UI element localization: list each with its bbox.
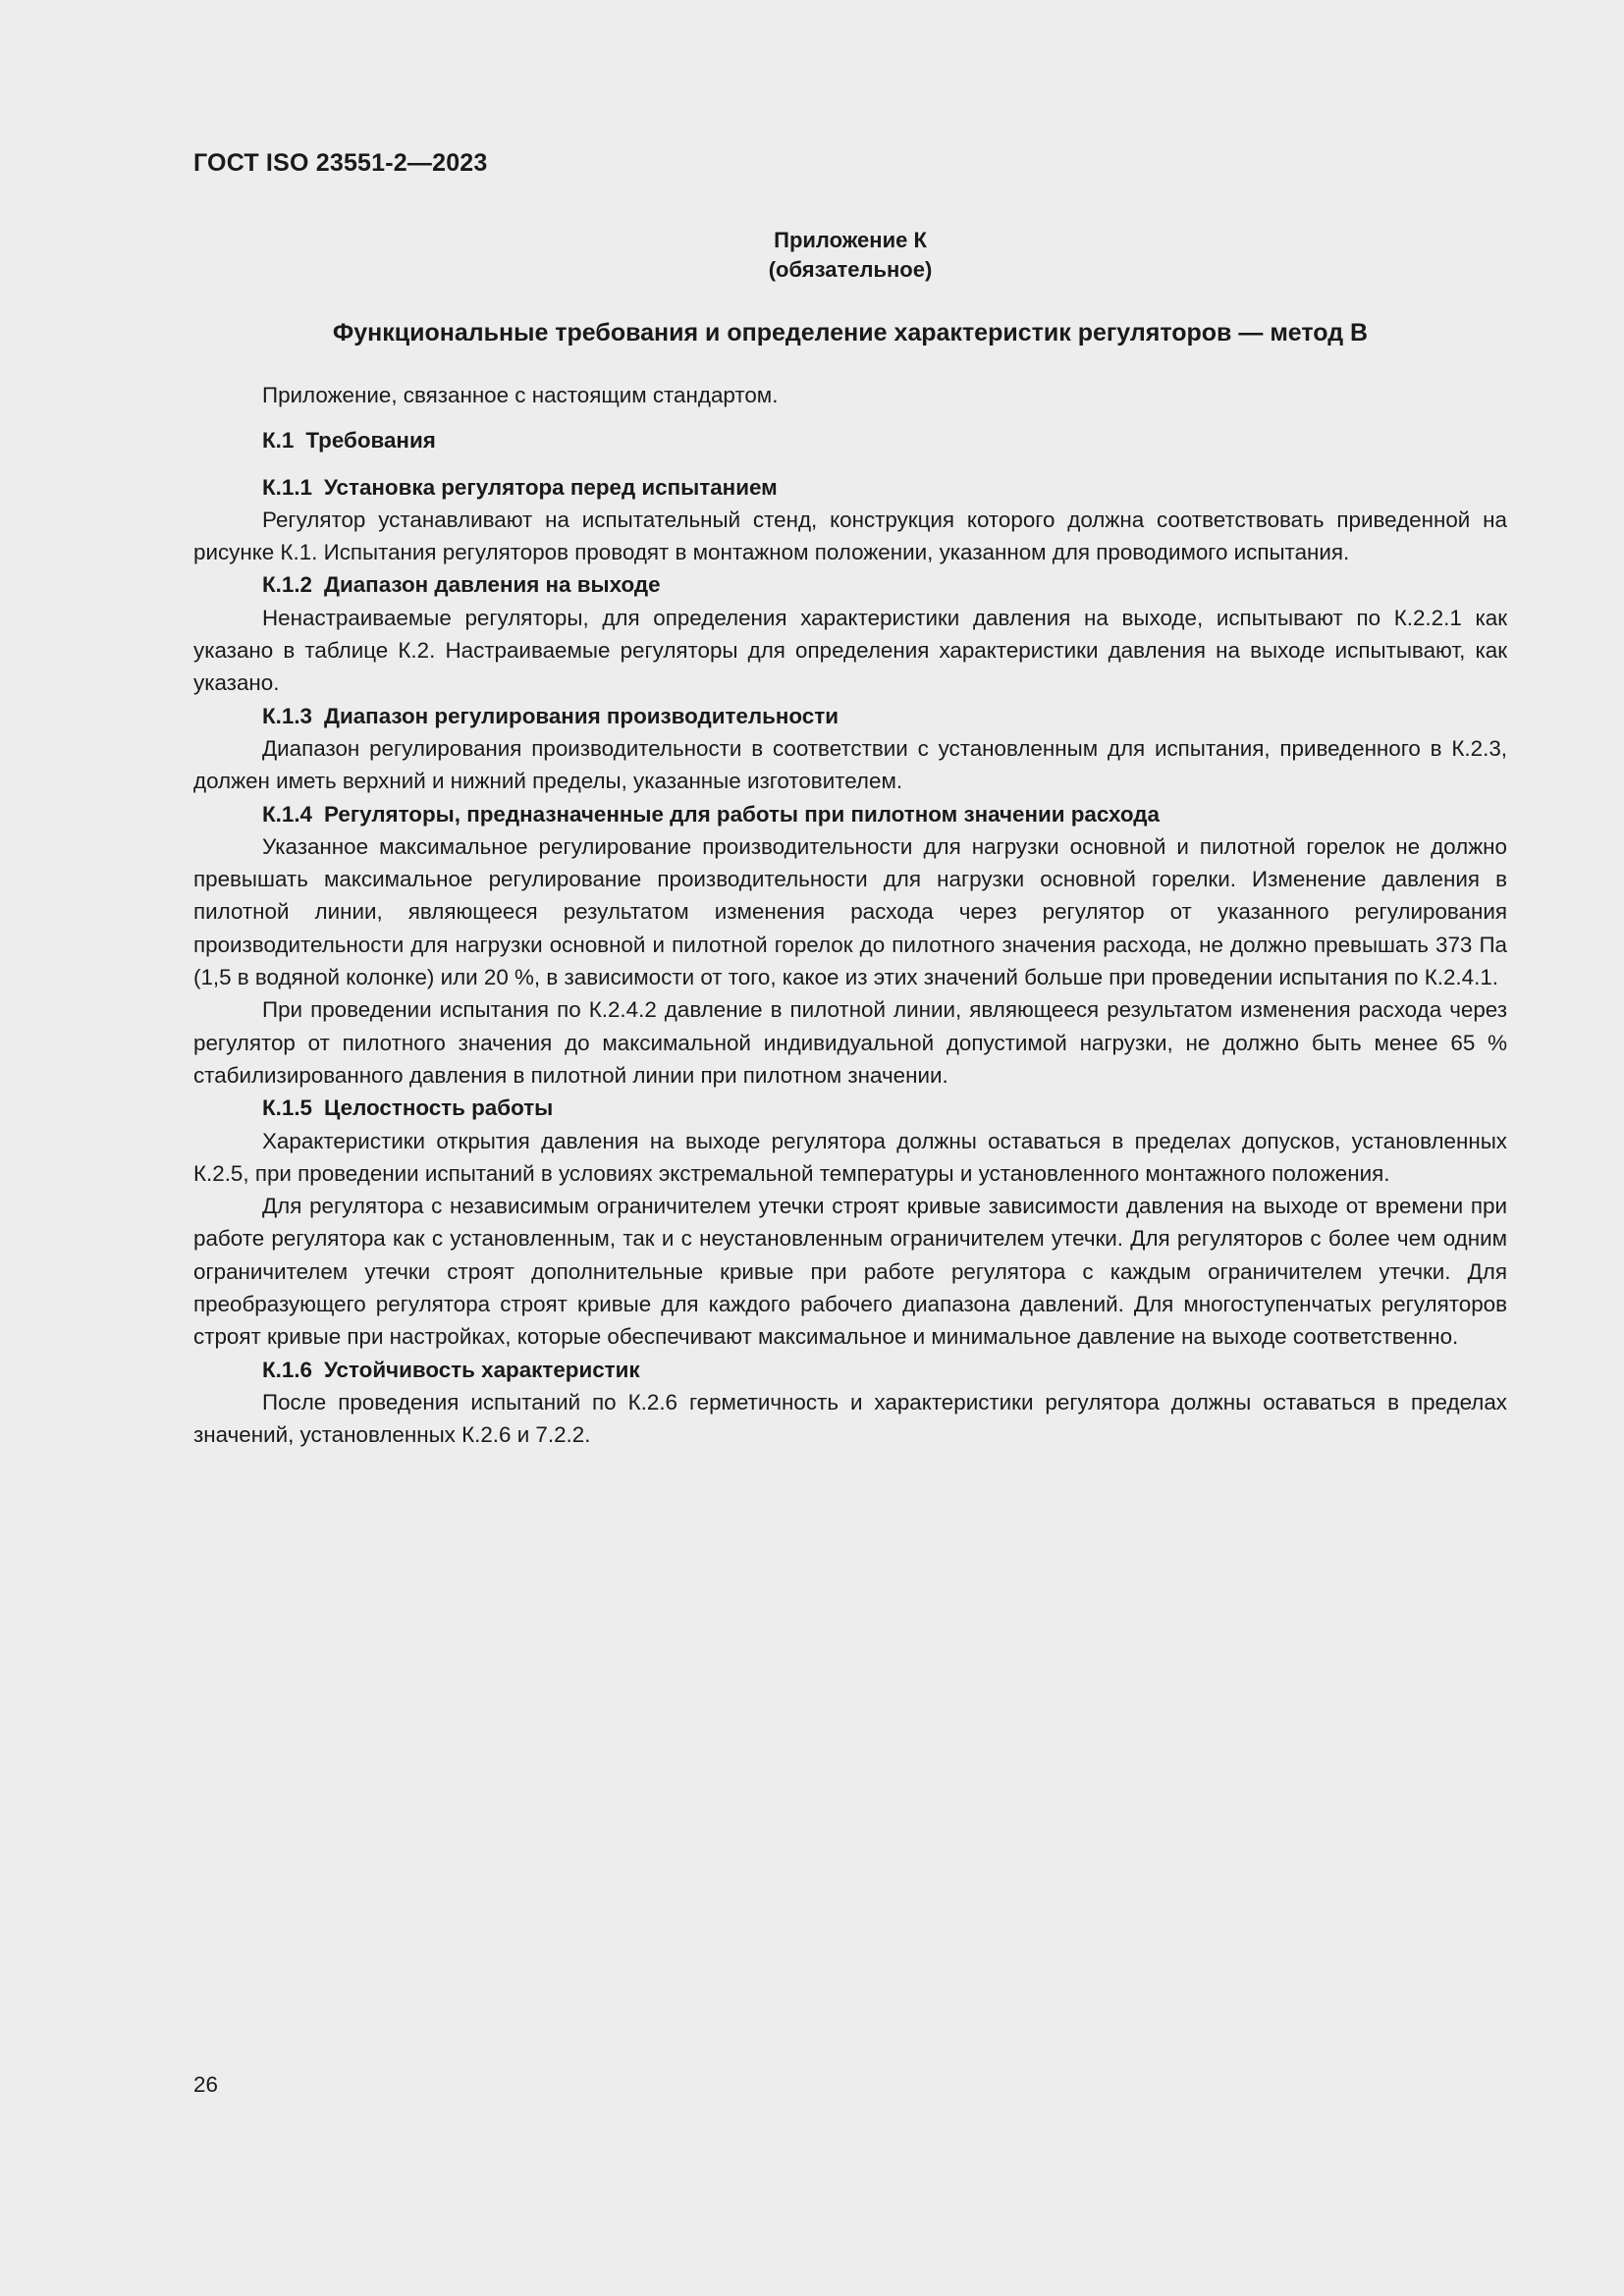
paragraph-k1-1: Регулятор устанавливают на испытательный стенд, конструкция которого должна соответствовать приведенной на рисунке К.1. Испытания регуляторов проводят в монтажном положении, указанном для проводимого испытания. — [193, 507, 1507, 565]
section-heading-k1 — [193, 424, 1507, 456]
paragraph-k1-2: Ненастраиваемые регуляторы, для определения характеристики давления на выходе, испытывают по К.2.2.1 как указано в таблице К.2. Настраиваемые регуляторы для определения характеристики давления на выходе испытывают, как указано. — [193, 605, 1507, 696]
section-number: К.1.3 — [262, 703, 313, 728]
section-title: Регуляторы, предназначенные для работы при пилотном значении расхода — [324, 801, 1160, 827]
section-number: К.1 — [262, 428, 295, 454]
section-number: К.1.4 — [262, 801, 313, 827]
section-heading-k1-6 — [193, 1354, 1507, 1386]
section-heading-k1-1 — [193, 471, 1507, 504]
section-title: Требования — [305, 428, 436, 454]
document-body — [193, 379, 1507, 1452]
section-title: Диапазон давления на выходе — [324, 572, 661, 598]
annex-label: Приложение К — [774, 228, 927, 252]
document-code: ГОСТ ISO 23551-2—2023 — [193, 149, 488, 177]
section-number: К.1.1 — [262, 474, 313, 500]
paragraph-k1-4-b: При проведении испытания по К.2.4.2 давление в пилотной линии, являющееся результатом изменения расхода через регулятор от пилотного значения до максимальной индивидуальной допустимой нагрузки, не должно быть менее 65 % стабилизированного давления в пилотной линии при пилотном значении. — [193, 997, 1507, 1088]
section-title: Целостность работы — [324, 1095, 554, 1121]
annex-title: Функциональные требования и определение характеристик регуляторов — метод B — [332, 319, 1369, 347]
section-heading-k1-4 — [193, 798, 1507, 830]
section-number: К.1.2 — [262, 572, 313, 598]
section-heading-k1-2 — [193, 568, 1507, 601]
section-title: Устойчивость характеристик — [324, 1357, 640, 1382]
paragraph-k1-5-b: Для регулятора с независимым ограничителем утечки строят кривые зависимости давления на выходе от времени при работе регулятора как с установленным, так и с неустановленным ограничителем утечки. Для регуляторов с более чем одним ограничителем утечки строят дополнительные кривые при работе регулятора с каждым ограничителем утечки. Для преобразующего регулятора строят кривые для каждого рабочего диапазона давлений. Для многоступенчатых регуляторов строят кривые при настройках, которые обеспечивают максимальное и минимальное давление на выходе соответственно. — [193, 1194, 1507, 1350]
paragraph-k1-4-a: Указанное максимальное регулирование производительности для нагрузки основной и пилотной горелок не должно превышать максимальное регулирование производительности для нагрузки основной горелки. Изменение давления в пилотной линии, являющееся результатом изменения расхода через регулятор от указанного регулирования производительности для нагрузки основной и пилотной горелок до пилотного значения расхода, не должно превышать 373 Па (1,5 в водяной колонке) или 20 %, в зависимости от того, какое из этих значений больше при проведении испытания по К.2.4.1. — [193, 833, 1507, 990]
paragraph-k1-5-a: Характеристики открытия давления на выходе регулятора должны оставаться в пределах допусков, установленных К.2.5, при проведении испытаний в условиях экстремальной температуры и установленного монтажного положения. — [193, 1128, 1507, 1186]
annex-heading — [193, 226, 1507, 285]
annex-status: (обязательное) — [768, 257, 933, 282]
section-heading-k1-5 — [193, 1092, 1507, 1124]
paragraph-k1-3: Диапазон регулирования производительности в соответствии с установленным для испытания, приведенного в К.2.3, должен иметь верхний и нижний пределы, указанные изготовителем. — [193, 735, 1507, 794]
section-number: К.1.5 — [262, 1095, 313, 1121]
page-number: 26 — [193, 2072, 218, 2097]
section-heading-k1-3 — [193, 700, 1507, 732]
section-title: Установка регулятора перед испытанием — [324, 474, 778, 500]
paragraph-k1-6: После проведения испытаний по К.2.6 герметичность и характеристики регулятора должны оставаться в пределах значений, установленных К.2.6 и 7.2.2. — [193, 1389, 1507, 1448]
section-number: К.1.6 — [262, 1357, 313, 1382]
section-title: Диапазон регулирования производительности — [324, 703, 839, 728]
intro-paragraph: Приложение, связанное с настоящим стандартом. — [262, 383, 779, 407]
